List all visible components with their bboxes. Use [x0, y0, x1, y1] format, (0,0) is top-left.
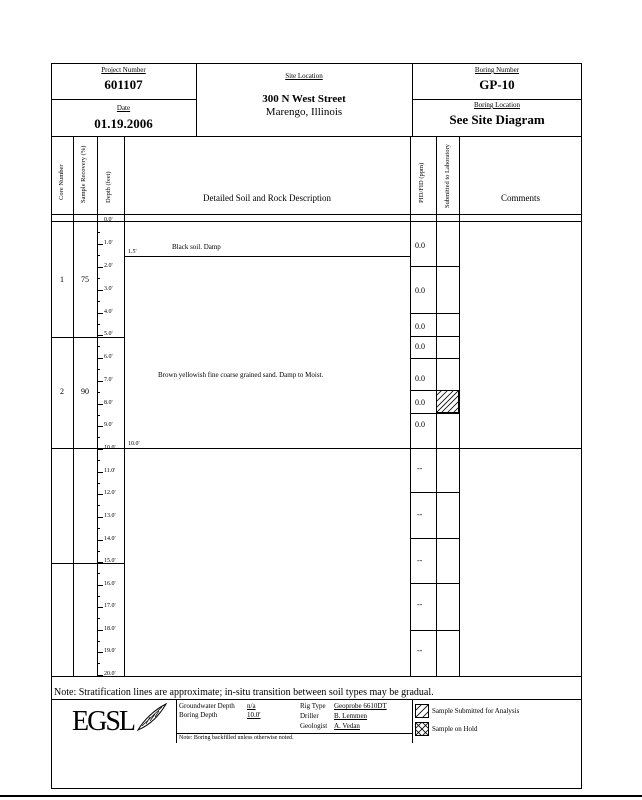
project-number: 601107	[104, 77, 143, 92]
pid-reading: 0.0	[415, 374, 425, 383]
depth-label: 16.0'	[104, 581, 116, 587]
sample-recovery: 75	[81, 275, 89, 284]
driller-label: Driller	[300, 712, 319, 720]
depth-label: 20.0'	[104, 671, 116, 677]
col-core-number: Core Number	[58, 164, 65, 200]
site-address-line2: Marengo, Illinois	[265, 106, 343, 118]
driller: B. Lemmen	[334, 712, 368, 720]
date: 01.19.2006	[94, 116, 153, 131]
depth-label: 3.0'	[104, 286, 113, 292]
col-comments: Comments	[500, 193, 540, 203]
geologist: A. Vedan	[334, 722, 360, 730]
legend-hold: Sample on Hold	[432, 725, 478, 733]
hatch-legend-icon	[415, 704, 429, 718]
layer-description: Black soil. Damp	[172, 243, 221, 251]
depth-label: 5.0'	[104, 331, 113, 337]
groundwater-depth: n/a	[247, 702, 256, 710]
boring-location-label: Boring Location	[473, 101, 521, 109]
layer-top-label: 1.5'	[128, 249, 137, 255]
project-number-label: Project Number	[101, 66, 146, 74]
depth-label: 17.0'	[104, 603, 116, 609]
geologist-label: Geologist	[300, 722, 328, 730]
pid-reading: 0.0	[415, 322, 425, 331]
depth-label: 13.0'	[104, 513, 116, 519]
depth-label: 14.0'	[104, 536, 116, 542]
depth-label: 12.0'	[104, 490, 116, 496]
groundwater-depth-label: Groundwater Depth	[179, 702, 235, 710]
sample-submitted-marker	[436, 390, 459, 413]
depth-label: 4.0'	[104, 309, 113, 315]
backfill-note: Note: Boring backfilled unless otherwise noted.	[179, 735, 294, 741]
rig-type: Geoprobe 6610DT	[334, 702, 387, 710]
pid-dash: --	[417, 510, 423, 519]
pid-reading: 0.0	[415, 398, 425, 407]
depth-label: 19.0'	[104, 648, 116, 654]
core-number: 2	[60, 387, 64, 396]
boring-depth-label: Boring Depth	[179, 711, 218, 719]
egsl-logo: EGSL	[72, 706, 134, 737]
layer-description: Brown yellowish fine coarse grained sand. Damp to Moist.	[158, 371, 324, 379]
pid-reading: 0.0	[415, 286, 425, 295]
pid-reading: 0.0	[415, 241, 425, 250]
legend-submitted: Sample Submitted for Analysis	[432, 707, 520, 715]
boring-location: See Site Diagram	[449, 112, 545, 127]
boring-depth: 10.0'	[247, 711, 261, 719]
crosshatch-legend-icon	[415, 722, 429, 736]
depth-label: 18.0'	[104, 626, 116, 632]
layer-top-label: 10.0'	[128, 441, 140, 447]
depth-label: 2.0'	[104, 263, 113, 269]
depth-label: 6.0'	[104, 354, 113, 360]
leaf-icon	[136, 702, 168, 732]
col-pid: PID/FID (ppm)	[418, 162, 425, 203]
boring-number: GP-10	[479, 77, 515, 92]
sample-recovery: 90	[81, 387, 89, 396]
pid-reading: 0.0	[415, 420, 425, 429]
depth-label: 9.0'	[104, 422, 113, 428]
pid-reading: 0.0	[415, 342, 425, 351]
col-depth: Depth (feet)	[105, 171, 112, 203]
depth-label: 1.0'	[104, 240, 113, 246]
pid-dash: --	[417, 646, 423, 655]
col-sample-recovery: Sample Recovery (%)	[80, 145, 87, 203]
depth-label: 10.0'	[104, 445, 116, 451]
depth-label: 8.0'	[104, 400, 113, 406]
pid-dash: --	[417, 556, 423, 565]
stratification-note: Note: Stratification lines are approximate; in-situ transition between soil types may be gradual.	[54, 687, 434, 698]
pid-dash: --	[417, 464, 423, 473]
core-number: 1	[60, 275, 64, 284]
date-label: Date	[116, 104, 131, 112]
pid-dash: --	[417, 600, 423, 609]
site-address-line1: 300 N West Street	[262, 93, 346, 105]
depth-label: 0.0'	[104, 217, 113, 223]
col-submitted: Submitted to Laboratory	[444, 144, 451, 208]
depth-label: 11.0'	[104, 468, 116, 474]
depth-label: 15.0'	[104, 558, 116, 564]
site-location-label: Site Location	[285, 72, 323, 80]
boring-log-frame	[51, 63, 582, 789]
depth-label: 7.0'	[104, 377, 113, 383]
boring-number-label: Boring Number	[474, 66, 520, 74]
col-description: Detailed Soil and Rock Description	[203, 193, 331, 203]
rig-type-label: Rig Type	[300, 702, 326, 710]
